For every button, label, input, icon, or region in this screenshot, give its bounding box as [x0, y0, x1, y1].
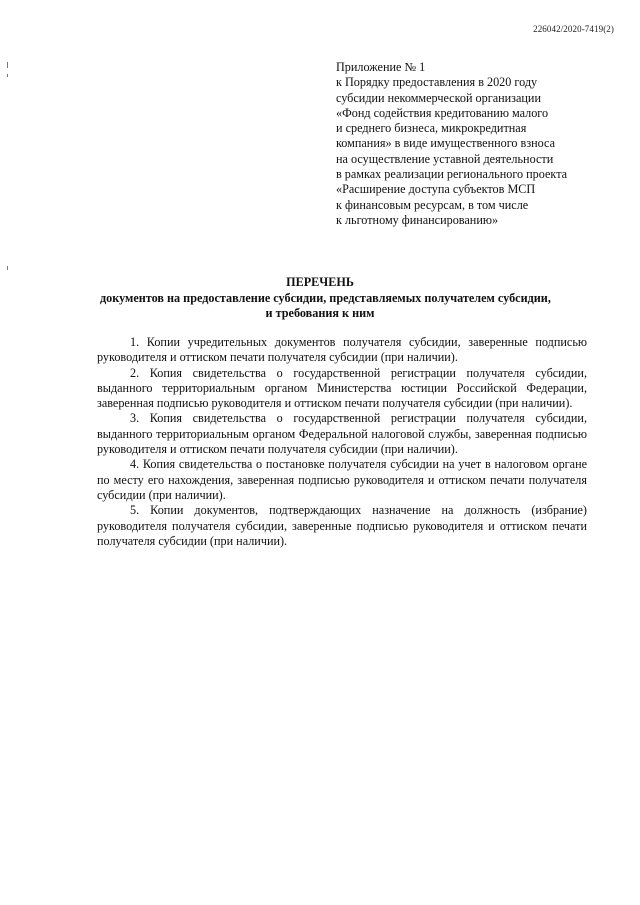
scan-artifact — [7, 266, 8, 270]
list-item: 4. Копия свидетельства о постановке получателя субсидии на учет в налоговом органе по месту его нахождения, заверенная подписью руководителя и оттиском печати получателя субсидии (при наличии). — [97, 457, 587, 502]
appendix-line: к льготному финансированию» — [336, 212, 499, 227]
document-number: 226042/2020-7419(2) — [533, 24, 614, 34]
list-item: 3. Копия свидетельства о государственной регистрации получателя субсидии, выданного территориальным органом Федеральной налоговой службы, заверенная подписью руководителя и оттиском печати получателя субсидии (при наличии). — [97, 411, 587, 457]
document-subtitle-continued: и требования к ним — [265, 306, 375, 320]
appendix-line: в рамках реализации регионального проекта — [336, 167, 568, 182]
document-title: ПЕРЕЧЕНЬ — [286, 275, 354, 289]
scan-artifact — [7, 74, 8, 77]
appendix-line: Приложение № 1 — [336, 60, 426, 74]
appendix-line: к Порядку предоставления в 2020 году — [336, 75, 538, 90]
appendix-line: «Фонд содействия кредитованию малого — [336, 105, 549, 120]
appendix-line: к финансовым ресурсам, в том числе — [336, 197, 529, 212]
appendix-line: на осуществление уставной деятельности — [336, 151, 554, 166]
document-list — [97, 335, 587, 549]
appendix-line: и среднего бизнеса, микрокредитная — [336, 121, 527, 136]
appendix-reference-block — [336, 60, 567, 228]
appendix-line: «Расширение доступа субъектов МСП — [336, 182, 536, 197]
appendix-line: компания» в виде имущественного взноса — [336, 136, 556, 151]
list-item: 1. Копии учредительных документов получателя субсидии, заверенные подписью руководителя и оттиском печати получателя субсидии (при наличии). — [97, 335, 587, 365]
list-item: 2. Копия свидетельства о государственной регистрации получателя субсидии, выданного территориальным органом Министерства юстиции Российской Федерации, заверенная подписью руководителя и оттиском печати получателя субсидии (при наличии). — [97, 365, 587, 411]
list-item: 5. Копии документов, подтверждающих назначение на должность (избрание) руководителя получателя субсидии, заверенные подписью руководителя и оттиском печати получателя субсидии (при наличии). — [97, 503, 587, 548]
document-subtitle: документов на предоставление субсидии, представляемых получателем субсидии, — [100, 291, 551, 305]
scan-artifact — [7, 62, 8, 68]
appendix-line: субсидии некоммерческой организации — [336, 90, 541, 105]
